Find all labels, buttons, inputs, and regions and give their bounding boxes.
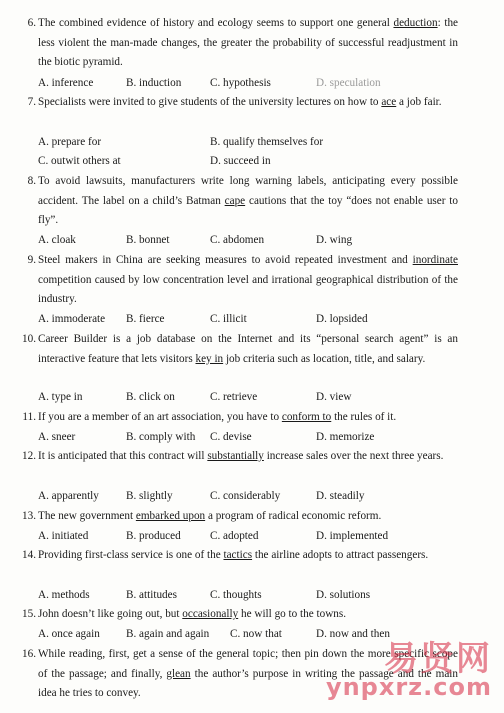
watermark-chinese-text: 易贤网 (384, 639, 492, 679)
question-13 (22, 507, 458, 527)
question-stem: Steel makers in China are seeking measures to avoid repeated investment and inordinate competition caused by low concentration level and irrational geographical distribution of the industry. (38, 254, 458, 306)
key-term: key in (195, 352, 224, 365)
option-a: A. prepare for (38, 136, 102, 148)
option-c: C. retrieve (210, 391, 258, 403)
question-stem: To avoid lawsuits, manufacturers write long warning labels, anticipating every possible accident. The label on a child’s Batman cape cautions that the toy “does not enable user to fly”. (38, 175, 458, 227)
option-c: C. adopted (210, 530, 259, 542)
option-a: A. immoderate (38, 313, 106, 325)
option-b: B. qualify themselves for (210, 136, 324, 148)
watermark-url: ynpxrz.com (325, 673, 492, 701)
option-c: C. outwit others at (38, 155, 121, 167)
question-stem: Career Builder is a job database on the Internet and its “personal search agent” is an interactive feature that lets visitors key in job criteria such as location, title, and salary. (38, 333, 458, 365)
option-b: B. bonnet (126, 234, 170, 246)
key-term: tactics (223, 549, 253, 561)
option-c: C. hypothesis (210, 77, 271, 89)
question-number: 7. (27, 96, 36, 108)
key-term: deduction (393, 17, 438, 29)
option-a: A. apparently (38, 490, 99, 502)
option-a: A. cloak (38, 234, 76, 246)
question-stem: It is anticipated that this contract will substantially increase sales over the next three years. (38, 450, 444, 462)
option-d: D. implemented (316, 530, 389, 542)
option-d: D. steadily (316, 490, 365, 502)
option-b: B. click on (126, 391, 175, 403)
question-number: 14. (22, 549, 36, 561)
key-term: glean (166, 667, 191, 680)
question-stem: The new government embarked upon a program of radical economic reform. (38, 510, 382, 522)
question-7 (27, 93, 458, 113)
key-term: cape (224, 194, 246, 207)
option-c: C. thoughts (210, 589, 262, 601)
option-c: C. now that (230, 628, 282, 640)
question-9 (27, 251, 458, 310)
option-d: D. now and then (316, 628, 390, 640)
option-a: A. inference (38, 77, 94, 89)
question-stem: While reading, first, get a sense of the general topic; then pin down the more specific scope of the passage; and finally, glean the author’s purpose in writing the passage and the main idea he tries to convey. (38, 648, 458, 700)
question-number: 11. (22, 411, 36, 423)
question-number: 6. (27, 17, 36, 29)
option-d: D. speculation (316, 77, 381, 89)
option-a: A. methods (38, 589, 90, 601)
key-term: inordinate (412, 254, 458, 266)
question-10 (22, 330, 458, 369)
option-a: A. sneer (38, 431, 76, 443)
question-stem: John doesn’t like going out, but occasionally he will go to the towns. (38, 608, 347, 620)
option-d: D. wing (316, 234, 353, 246)
watermark-logo (325, 631, 498, 709)
key-term: substantially (207, 450, 264, 462)
key-term: embarked upon (135, 510, 206, 522)
option-d: D. solutions (316, 589, 371, 601)
option-d: D. lopsided (316, 313, 368, 325)
option-b: B. again and again (126, 628, 210, 640)
option-d: D. memorize (316, 431, 375, 443)
option-b: B. produced (126, 530, 181, 542)
key-term: ace (381, 96, 397, 108)
question-stem: If you are a member of an art association, you have to conform to the rules of it. (38, 411, 397, 423)
option-a: A. once again (38, 628, 100, 640)
question-12 (22, 447, 458, 467)
question-number: 9. (27, 254, 36, 266)
option-d: D. view (316, 391, 352, 403)
question-number: 15. (22, 608, 36, 620)
question-stem: Specialists were invited to give students of the university lectures on how to ace a job fair. (38, 96, 442, 108)
option-c: C. abdomen (210, 234, 265, 246)
option-c: C. considerably (210, 490, 281, 502)
option-d: D. succeed in (210, 155, 271, 167)
question-15 (22, 605, 458, 625)
question-6 (27, 14, 458, 73)
key-term: conform to (281, 411, 332, 423)
question-number: 13. (22, 510, 36, 522)
option-b: B. attitudes (126, 589, 177, 601)
question-8 (27, 172, 458, 231)
option-b: B. induction (126, 77, 182, 89)
option-c: C. devise (210, 431, 252, 443)
question-number: 16. (22, 648, 36, 660)
question-stem: The combined evidence of history and ecology seems to support one general deduction: the less violent the man-made changes, the greater the probability of successful readjustment in the biotic pyramid. (38, 17, 458, 69)
question-11 (22, 408, 458, 428)
option-b: B. slightly (126, 490, 173, 502)
option-a: A. type in (38, 391, 83, 403)
question-number: 10. (22, 333, 36, 345)
question-number: 8. (27, 175, 36, 187)
question-number: 12. (22, 450, 36, 462)
question-14 (22, 546, 458, 566)
question-stem: Providing first-class service is one of the tactics the airline adopts to attract passengers. (38, 549, 429, 561)
option-b: B. comply with (126, 431, 196, 443)
option-b: B. fierce (126, 313, 165, 325)
option-a: A. initiated (38, 530, 89, 542)
key-term: occasionally (182, 608, 239, 620)
option-c: C. illicit (210, 313, 247, 325)
